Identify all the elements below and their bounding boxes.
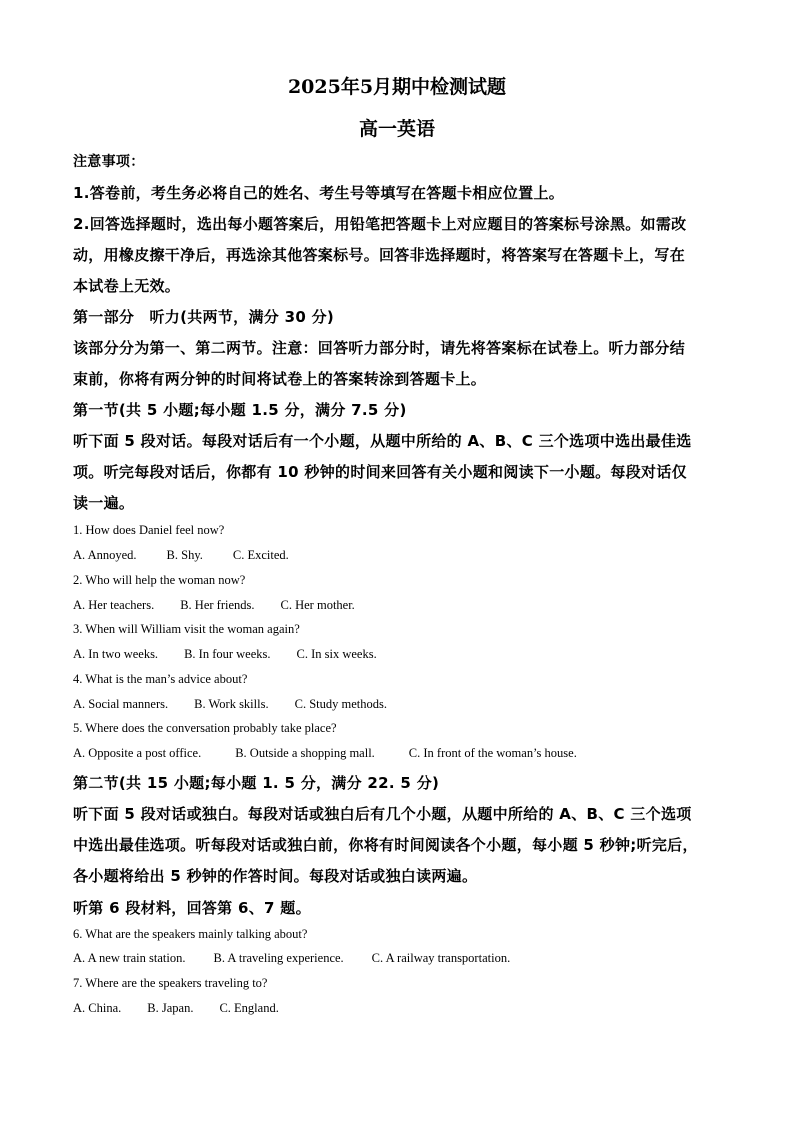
option-a: A. Opposite a post office.	[73, 746, 202, 760]
option-a: A. In two weeks.	[73, 647, 159, 661]
section1-intro-line-3: 读一遍。	[73, 494, 135, 512]
question-5-options	[73, 746, 603, 761]
exam-subtitle: 高一英语	[358, 118, 435, 140]
question-6: 6. What are the speakers mainly talking about?	[73, 927, 308, 941]
section2-intro-line-2: 中选出最佳选项。听每段对话或独白前，你将有时间阅读各个小题，每小题 5 秒钟;听完后，	[73, 836, 698, 854]
question-5: 5. Where does the conversation probably take place?	[73, 721, 337, 735]
notice-item-2-line-3: 本试卷上无效。	[73, 277, 181, 295]
option-b: B. Her friends.	[180, 598, 255, 612]
question-2-options	[73, 598, 381, 613]
option-c: C. Study methods.	[294, 697, 387, 711]
option-a: A. Annoyed.	[73, 548, 137, 562]
option-c: C. In front of the woman’s house.	[408, 746, 577, 760]
option-c: C. Her mother.	[280, 598, 355, 612]
option-b: B. Outside a shopping mall.	[235, 746, 375, 760]
section1-intro-line-2: 项。听完每段对话后，你都有 10 秒钟的时间来回答有关小题和阅读下一小题。每段对话仅	[73, 463, 687, 481]
option-b: B. In four weeks.	[184, 647, 271, 661]
option-b: B. Shy.	[166, 548, 203, 562]
question-4: 4. What is the man’s advice about?	[73, 672, 248, 686]
option-b: B. A traveling experience.	[213, 951, 344, 965]
question-4-options	[73, 697, 413, 712]
part1-heading: 第一部分 听力(共两节，满分 30 分)	[73, 308, 335, 326]
option-c: C. England.	[219, 1001, 279, 1015]
part1-intro-line-2: 束前，你将有两分钟的时间将试卷上的答案转涂到答题卡上。	[73, 370, 487, 388]
section2-intro-line-3: 各小题将给出 5 秒钟的作答时间。每段对话或独白读两遍。	[73, 867, 478, 885]
option-c: C. A railway transportation.	[371, 951, 511, 965]
option-c: C. Excited.	[232, 548, 289, 562]
section1-heading: 第一节(共 5 小题;每小题 1.5 分，满分 7.5 分)	[73, 401, 407, 419]
option-b: B. Japan.	[147, 1001, 194, 1015]
option-a: A. A new train station.	[73, 951, 186, 965]
option-a: A. Social manners.	[73, 697, 169, 711]
question-1: 1. How does Daniel feel now?	[73, 523, 225, 537]
question-7-options	[73, 1001, 305, 1016]
option-c: C. In six weeks.	[296, 647, 377, 661]
part1-intro-line-1: 该部分分为第一、第二两节。注意：回答听力部分时，请先将答案标在试卷上。听力部分结	[73, 339, 686, 357]
notice-item-2-line-1: 2.回答选择题时，选出每小题答案后，用铅笔把答题卡上对应题目的答案标号涂黑。如需改	[73, 215, 687, 233]
notice-item-2-line-2: 动，用橡皮擦干净后，再选涂其他答案标号。回答非选择题时，将答案写在答题卡上，写在	[73, 246, 686, 264]
question-1-options	[73, 548, 315, 563]
section1-intro-line-1: 听下面 5 段对话。每段对话后有一个小题，从题中所给的 A、B、C 三个选项中选出最佳选	[73, 432, 692, 450]
question-7: 7. Where are the speakers traveling to?	[73, 976, 268, 990]
exam-title: 2025年5月期中检测试题	[287, 76, 507, 98]
question-2: 2. Who will help the woman now?	[73, 573, 246, 587]
section2-intro-line-1: 听下面 5 段对话或独白。每段对话或独白后有几个小题，从题中所给的 A、B、C 三个选项	[73, 805, 692, 823]
question-3-options	[73, 647, 403, 662]
section2-heading: 第二节(共 15 小题;每小题 1. 5 分，满分 22. 5 分)	[73, 774, 440, 792]
option-a: A. Her teachers.	[73, 598, 155, 612]
material-6-heading: 听第 6 段材料，回答第 6、7 题。	[73, 899, 311, 917]
question-3: 3. When will William visit the woman again?	[73, 622, 300, 636]
notice-heading: 注意事项：	[73, 154, 145, 170]
option-a: A. China.	[73, 1001, 122, 1015]
question-6-options	[73, 951, 536, 966]
notice-item-1: 1.答卷前，考生务必将自己的姓名、考生号等填写在答题卡相应位置上。	[73, 184, 565, 202]
option-b: B. Work skills.	[194, 697, 269, 711]
